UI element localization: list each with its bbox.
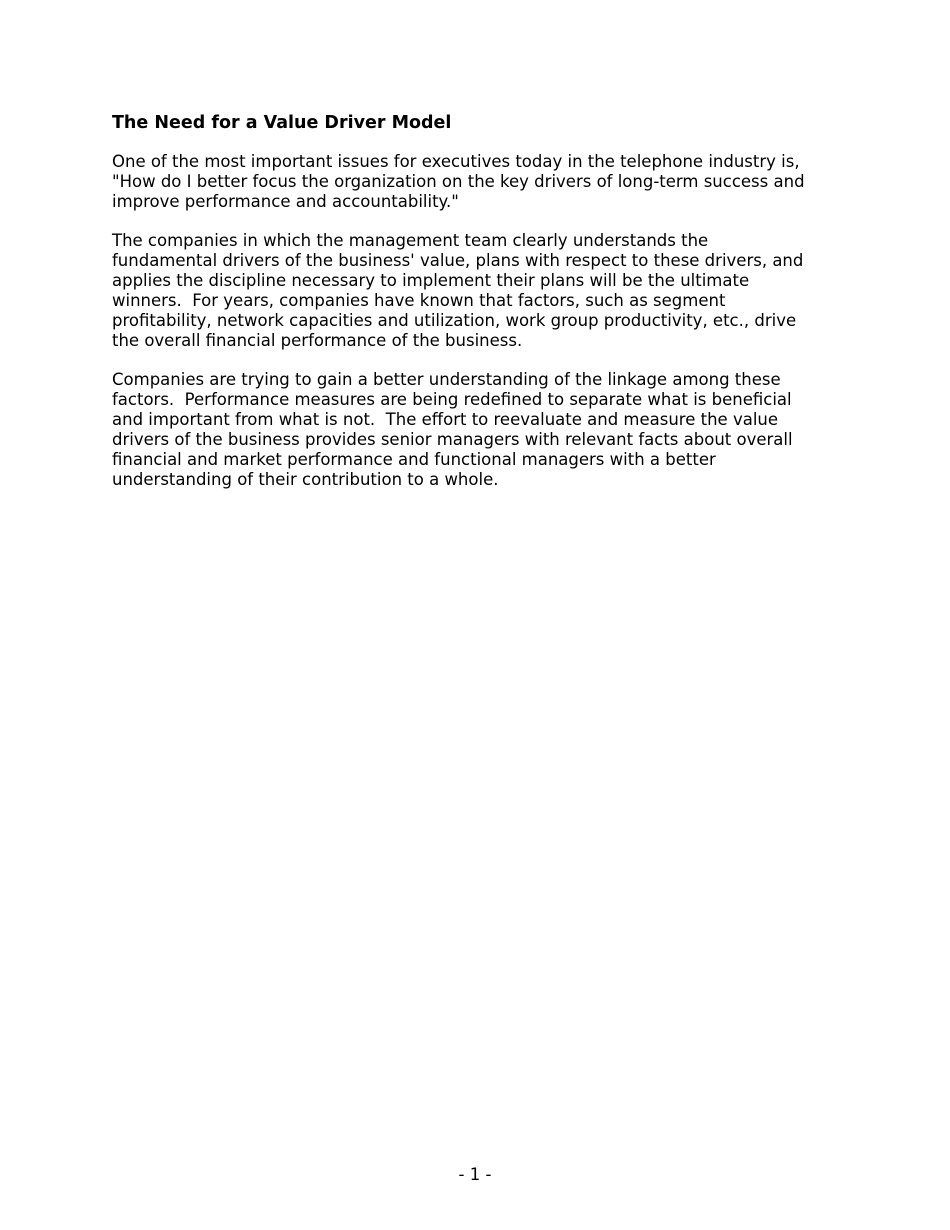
- section-heading: The Need for a Value Driver Model: [112, 113, 452, 133]
- paragraph-line: improve performance and accountability.": [112, 192, 459, 211]
- paragraph-3: [112, 370, 852, 490]
- paragraph-line: factors. Performance measures are being redefined to separate what is beneficial: [112, 390, 792, 409]
- paragraph-line: and important from what is not. The effort to reevaluate and measure the value: [112, 410, 779, 429]
- paragraph-line: applies the discipline necessary to implement their plans will be the ultimate: [112, 271, 750, 290]
- paragraph-line: winners. For years, companies have known that factors, such as segment: [112, 291, 726, 310]
- paragraph-line: One of the most important issues for executives today in the telephone industry is,: [112, 152, 800, 171]
- paragraph-line: financial and market performance and functional managers with a better: [112, 450, 716, 469]
- paragraph-line: "How do I better focus the organization on the key drivers of long-term success and: [112, 172, 805, 191]
- paragraph-2: [112, 231, 852, 351]
- paragraph-line: understanding of their contribution to a whole.: [112, 470, 499, 489]
- paragraph-line: drivers of the business provides senior managers with relevant facts about overall: [112, 430, 793, 449]
- document-body: [112, 111, 852, 509]
- paragraph-line: the overall financial performance of the business.: [112, 331, 523, 350]
- paragraph-1: [112, 152, 852, 212]
- paragraph-line: fundamental drivers of the business' value, plans with respect to these drivers, and: [112, 251, 804, 270]
- paragraph-line: Companies are trying to gain a better understanding of the linkage among these: [112, 370, 781, 389]
- page-number: - 1 -: [458, 1165, 492, 1184]
- paragraph-line: The companies in which the management team clearly understands the: [112, 231, 709, 250]
- paragraph-line: profitability, network capacities and utilization, work group productivity, etc., drive: [112, 311, 797, 330]
